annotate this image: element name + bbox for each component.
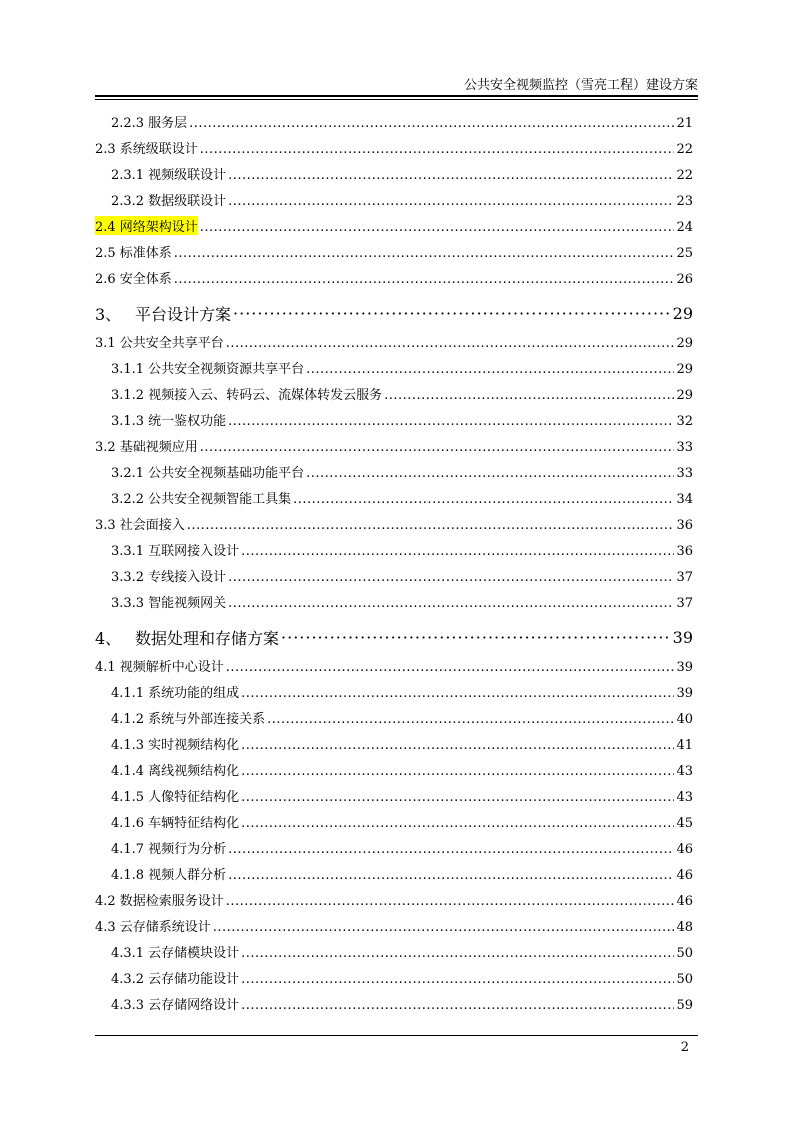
toc-entry-page: 29 — [676, 362, 693, 377]
toc-entry-label — [111, 760, 239, 779]
toc-entry[interactable] — [95, 968, 693, 994]
toc-entry[interactable] — [95, 566, 693, 592]
toc-entry-label — [111, 164, 226, 183]
toc-entry-label — [111, 566, 226, 585]
toc-entry[interactable] — [95, 436, 693, 462]
toc-entry-title: 车辆特征结构化 — [148, 816, 240, 831]
toc-entry-number: 3、 — [95, 304, 122, 324]
toc-leader-dots — [228, 168, 674, 183]
toc-entry-page: 26 — [676, 272, 693, 287]
toc-leader-dots — [306, 466, 674, 481]
toc-entry-title: 公共安全视频基础功能平台 — [148, 466, 305, 481]
toc-entry-title: 社会面接入 — [119, 518, 185, 533]
toc-entry-label — [95, 216, 198, 235]
toc-entry-number: 4.2 — [95, 894, 116, 909]
toc-entry-page: 37 — [676, 570, 693, 585]
toc-entry-number: 3.2.1 — [111, 466, 145, 481]
toc-entry-number: 2.3.1 — [111, 168, 145, 183]
toc-entry-label — [111, 592, 226, 611]
toc-entry-label — [111, 864, 226, 883]
toc-entry-number: 3.3 — [95, 518, 116, 533]
toc-entry-title: 智能视频网关 — [148, 596, 227, 611]
toc-entry-label — [111, 968, 239, 987]
toc-entry-number: 4.3 — [95, 920, 116, 935]
toc-entry-title: 视频人群分析 — [148, 868, 227, 883]
toc-chapter-entry[interactable] — [95, 618, 693, 656]
toc-leader-dots — [174, 272, 675, 287]
toc-entry-title: 系统级联设计 — [119, 142, 198, 157]
toc-entry-page: 50 — [676, 972, 693, 987]
toc-entry-number: 4.1.5 — [111, 790, 145, 805]
toc-entry-number: 4.3.1 — [111, 946, 145, 961]
toc-entry[interactable] — [95, 890, 693, 916]
toc-leader-dots — [241, 686, 674, 701]
toc-leader-dots — [241, 738, 674, 753]
toc-entry-number: 4.1.1 — [111, 686, 145, 701]
toc-entry-page: 41 — [676, 738, 693, 753]
toc-entry[interactable] — [95, 358, 693, 384]
toc-entry-number: 2.5 — [95, 246, 116, 261]
toc-leader-dots — [228, 842, 674, 857]
toc-entry[interactable] — [95, 812, 693, 838]
toc-entry-page: 43 — [676, 790, 693, 805]
toc-entry-label — [111, 462, 304, 481]
toc-entry-number: 3.1.1 — [111, 362, 145, 377]
toc-leader-dots — [384, 388, 674, 403]
table-of-contents — [95, 112, 693, 1020]
toc-entry[interactable] — [95, 112, 693, 138]
toc-entry-label — [111, 942, 239, 961]
toc-entry-title: 视频级联设计 — [148, 168, 227, 183]
toc-entry-title: 视频行为分析 — [148, 842, 227, 857]
toc-entry-label — [111, 488, 291, 507]
footer-rule — [95, 1035, 698, 1036]
toc-entry[interactable] — [95, 656, 693, 682]
toc-entry-number: 3.3.3 — [111, 596, 145, 611]
toc-leader-dots — [233, 304, 671, 323]
toc-entry-label — [95, 436, 198, 455]
toc-leader-dots — [226, 660, 675, 675]
toc-entry-number: 2.2.3 — [111, 116, 145, 131]
toc-entry-number: 3.1.3 — [111, 414, 145, 429]
toc-leader-dots — [241, 998, 674, 1013]
toc-entry-number: 4.1.3 — [111, 738, 145, 753]
toc-chapter-entry[interactable] — [95, 294, 693, 332]
toc-entry-number: 4.1.2 — [111, 712, 145, 727]
toc-entry-title: 安全体系 — [119, 272, 172, 287]
toc-entry-page: 29 — [672, 303, 693, 323]
toc-entry-label — [111, 190, 226, 209]
toc-entry[interactable] — [95, 268, 693, 294]
toc-leader-dots — [228, 570, 674, 585]
toc-entry[interactable] — [95, 190, 693, 216]
toc-entry-number: 2.6 — [95, 272, 116, 287]
toc-entry-page: 39 — [672, 627, 693, 647]
toc-entry-label — [95, 332, 224, 351]
toc-entry-page: 36 — [676, 518, 693, 533]
toc-entry-title: 实时视频结构化 — [148, 738, 240, 753]
toc-entry[interactable] — [95, 864, 693, 890]
toc-entry-title: 云存储模块设计 — [148, 946, 240, 961]
toc-entry[interactable] — [95, 216, 693, 242]
toc-entry-page: 24 — [676, 220, 693, 235]
toc-entry-page: 43 — [676, 764, 693, 779]
toc-entry-title: 标准体系 — [119, 246, 172, 261]
toc-entry-label — [95, 916, 211, 935]
toc-leader-dots — [174, 246, 675, 261]
toc-entry[interactable] — [95, 916, 693, 942]
toc-entry-page: 59 — [676, 998, 693, 1013]
toc-leader-dots — [228, 414, 674, 429]
toc-entry-page: 36 — [676, 544, 693, 559]
toc-entry-title: 云存储网络设计 — [148, 998, 240, 1013]
toc-entry-page: 29 — [676, 336, 693, 351]
toc-entry-number: 3.1 — [95, 336, 116, 351]
toc-entry-label — [95, 656, 224, 675]
toc-entry-page: 33 — [676, 466, 693, 481]
toc-entry-page: 29 — [676, 388, 693, 403]
toc-entry-number: 2.3.2 — [111, 194, 145, 209]
toc-entry-page: 23 — [676, 194, 693, 209]
toc-entry-title: 公共安全视频智能工具集 — [148, 492, 292, 507]
toc-entry-title: 云存储系统设计 — [119, 920, 211, 935]
toc-entry-number: 3.2 — [95, 440, 116, 455]
toc-entry[interactable] — [95, 838, 693, 864]
toc-entry-page: 21 — [676, 116, 693, 131]
toc-entry[interactable] — [95, 786, 693, 812]
toc-entry[interactable] — [95, 332, 693, 358]
toc-entry-label — [95, 626, 279, 649]
toc-entry-number: 3.2.2 — [111, 492, 145, 507]
toc-entry-page: 46 — [676, 868, 693, 883]
toc-entry-title: 人像特征结构化 — [148, 790, 240, 805]
toc-entry[interactable] — [95, 682, 693, 708]
toc-entry-page: 37 — [676, 596, 693, 611]
toc-entry-label — [111, 838, 226, 857]
toc-entry-label — [111, 708, 265, 727]
toc-entry-label — [111, 812, 239, 831]
toc-entry-page: 50 — [676, 946, 693, 961]
toc-entry-number: 4.1.4 — [111, 764, 145, 779]
toc-entry-label — [111, 410, 226, 429]
toc-leader-dots — [228, 194, 674, 209]
toc-leader-dots — [226, 894, 675, 909]
toc-leader-dots — [228, 868, 674, 883]
toc-leader-dots — [189, 116, 674, 131]
toc-entry[interactable] — [95, 462, 693, 488]
toc-leader-dots — [200, 142, 675, 157]
toc-entry-number: 3.3.2 — [111, 570, 145, 585]
toc-entry[interactable] — [95, 540, 693, 566]
toc-leader-dots — [241, 790, 674, 805]
toc-entry-page: 22 — [676, 142, 693, 157]
toc-entry-label — [111, 994, 239, 1013]
toc-entry-title: 互联网接入设计 — [148, 544, 240, 559]
toc-entry-label — [111, 786, 239, 805]
header-rule-thick — [95, 95, 698, 97]
toc-entry-title: 云存储功能设计 — [148, 972, 240, 987]
toc-leader-dots — [241, 816, 674, 831]
toc-entry[interactable] — [95, 138, 693, 164]
toc-entry-title: 视频解析中心设计 — [119, 660, 224, 675]
toc-leader-dots — [200, 220, 675, 235]
toc-entry-page: 39 — [676, 686, 693, 701]
toc-leader-dots — [200, 440, 675, 455]
toc-entry-title: 数据检索服务设计 — [119, 894, 224, 909]
toc-entry-page: 32 — [676, 414, 693, 429]
toc-entry-title: 系统与外部连接关系 — [148, 712, 266, 727]
toc-leader-dots — [228, 596, 674, 611]
toc-entry-number: 2.3 — [95, 142, 116, 157]
toc-leader-dots — [226, 336, 675, 351]
toc-entry-title: 公共安全共享平台 — [119, 336, 224, 351]
toc-entry-page: 33 — [676, 440, 693, 455]
toc-entry[interactable] — [95, 942, 693, 968]
toc-entry-page: 25 — [676, 246, 693, 261]
toc-entry[interactable] — [95, 760, 693, 786]
toc-entry-label — [111, 540, 239, 559]
toc-entry-label — [111, 734, 239, 753]
toc-entry[interactable] — [95, 994, 693, 1020]
toc-entry-label — [95, 514, 185, 533]
toc-entry[interactable] — [95, 410, 693, 436]
toc-entry-label — [111, 682, 239, 701]
toc-entry-title: 数据级联设计 — [148, 194, 227, 209]
toc-entry-page: 46 — [676, 842, 693, 857]
toc-entry[interactable] — [95, 708, 693, 734]
toc-entry[interactable] — [95, 488, 693, 514]
toc-entry-number: 4、 — [95, 628, 122, 648]
toc-entry-title: 数据处理和存储方案 — [135, 628, 280, 648]
toc-entry-number: 3.1.2 — [111, 388, 145, 403]
toc-leader-dots — [293, 492, 674, 507]
toc-entry[interactable] — [95, 592, 693, 618]
toc-entry-title: 网络架构设计 — [119, 220, 198, 235]
toc-entry-label — [111, 112, 187, 131]
toc-leader-dots — [281, 628, 671, 647]
toc-entry-title: 视频接入云、转码云、流媒体转发云服务 — [148, 388, 383, 403]
toc-entry-number: 3.3.1 — [111, 544, 145, 559]
toc-entry-title: 统一鉴权功能 — [148, 414, 227, 429]
toc-entry-number: 4.1.8 — [111, 868, 145, 883]
toc-leader-dots — [306, 362, 674, 377]
page-number: 2 — [680, 1040, 689, 1055]
toc-entry-title: 系统功能的组成 — [148, 686, 240, 701]
toc-entry-label — [95, 138, 198, 157]
toc-entry[interactable] — [95, 242, 693, 268]
toc-entry-title: 公共安全视频资源共享平台 — [148, 362, 305, 377]
toc-entry[interactable] — [95, 164, 693, 190]
toc-leader-dots — [241, 544, 674, 559]
toc-entry-number: 4.1 — [95, 660, 116, 675]
toc-entry-label — [95, 268, 172, 287]
toc-leader-dots — [241, 764, 674, 779]
toc-entry-label — [111, 358, 304, 377]
toc-leader-dots — [267, 712, 674, 727]
toc-entry-label — [111, 384, 382, 403]
toc-leader-dots — [241, 972, 674, 987]
toc-entry-page: 46 — [676, 894, 693, 909]
toc-entry-number: 4.1.6 — [111, 816, 145, 831]
toc-entry-page: 34 — [676, 492, 693, 507]
toc-entry-title: 平台设计方案 — [135, 304, 232, 324]
toc-entry-number: 4.3.3 — [111, 998, 145, 1013]
toc-entry-page: 48 — [676, 920, 693, 935]
toc-leader-dots — [241, 946, 674, 961]
toc-entry-page: 39 — [676, 660, 693, 675]
toc-entry-label — [95, 242, 172, 261]
toc-leader-dots — [187, 518, 675, 533]
toc-entry-page: 40 — [676, 712, 693, 727]
toc-entry-page: 45 — [676, 816, 693, 831]
toc-leader-dots — [213, 920, 675, 935]
toc-entry-number: 2.4 — [95, 220, 116, 235]
header-rule-thin — [95, 99, 698, 100]
toc-entry[interactable] — [95, 384, 693, 410]
toc-entry[interactable] — [95, 734, 693, 760]
toc-entry-title: 专线接入设计 — [148, 570, 227, 585]
toc-entry-page: 22 — [676, 168, 693, 183]
toc-entry-title: 基础视频应用 — [119, 440, 198, 455]
toc-entry-number: 4.3.2 — [111, 972, 145, 987]
toc-entry-label — [95, 302, 231, 325]
toc-entry-title: 服务层 — [148, 116, 188, 131]
toc-entry-number: 4.1.7 — [111, 842, 145, 857]
toc-entry[interactable] — [95, 514, 693, 540]
toc-entry-label — [95, 890, 224, 909]
toc-entry-title: 离线视频结构化 — [148, 764, 240, 779]
page-header-title: 公共安全视频监控（雪亮工程）建设方案 — [463, 78, 698, 93]
